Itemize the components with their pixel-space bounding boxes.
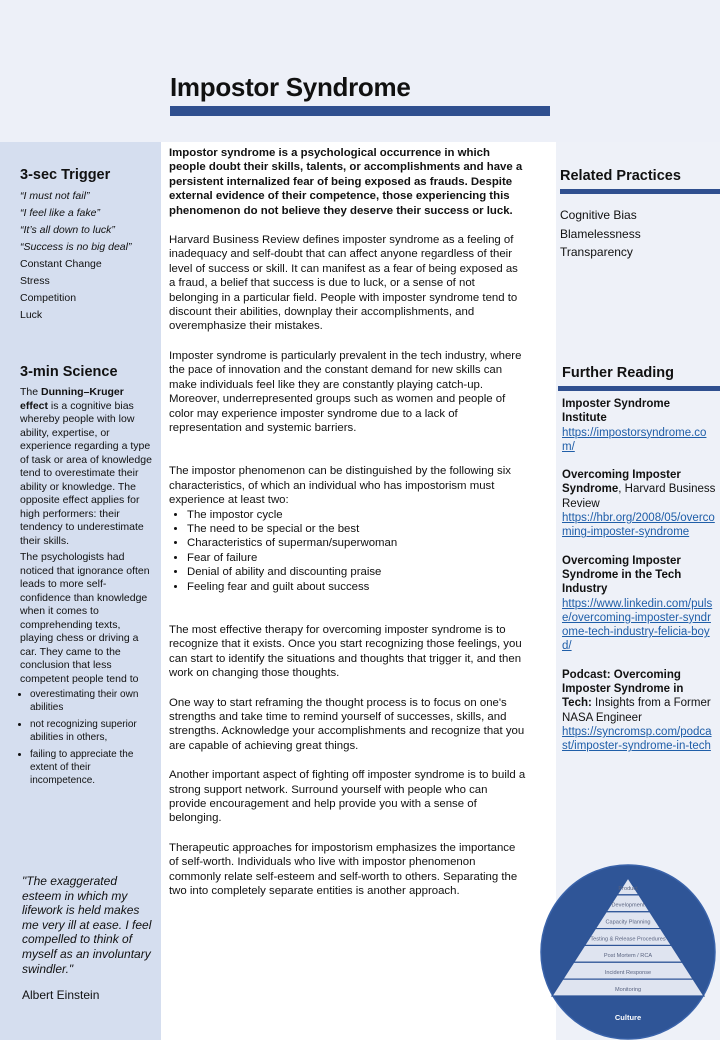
science-prefix: The (20, 386, 42, 398)
culture-pyramid-diagram (539, 864, 719, 1040)
trigger-item: Luck (20, 309, 43, 321)
reading-source: Insights from a Former NASA Engineer (562, 697, 711, 724)
reading-link[interactable]: https://syncromsp.com/podcast/imposter-syndrome-in-tech (562, 725, 712, 753)
trigger-item: Competition (20, 292, 77, 304)
science-paragraph-1 (20, 386, 152, 548)
reading-item (562, 468, 716, 539)
pyramid-layer-label: Product (618, 885, 638, 892)
science-text (20, 386, 152, 792)
trigger-list (20, 188, 155, 324)
trigger-item: “I must not fail” (20, 190, 90, 202)
characteristic-item: • The impostor cycle (187, 508, 527, 522)
reading-title: Overcoming Imposter Syndrome (562, 469, 681, 496)
reading-title: Podcast: Overcoming Imposter Syndrome in Tech: (562, 668, 684, 710)
lead-paragraph: Impostor syndrome is a psychological occurrence in which people doubt their skills, talents, or accomplishments and have a persistent internalized fear of being exposed as frauds. Despite external evidence of their competence, those experiencing this phenomenon do not believe they deserve their success or luck. (169, 147, 523, 217)
science-bullet: • failing to appreciate the extent of their incompetence. (30, 749, 152, 787)
page-title: Impostor Syndrome (170, 72, 411, 102)
related-practices-list (560, 206, 641, 262)
science-rest: is a cognitive bias whereby people with low ability, expertise, or experience regarding a type of task or area of knowledge tend to overestimate their ability or knowledge. The opposite effect applies for high performers: their tendency to underestimate their skills. (20, 399, 152, 547)
quote-author: Albert Einstein (22, 988, 100, 1002)
reading-item (562, 397, 716, 454)
pyramid-layer-label: Monitoring (614, 986, 642, 993)
further-reading-underline (558, 386, 720, 391)
science-heading: 3-min Science (20, 364, 118, 380)
science-bullets (20, 689, 152, 787)
einstein-quote: "The exaggerated esteem in which my lifework is held makes me very ill at ease. I feel compelled to think of myself as an involuntary swindler." (22, 874, 152, 976)
further-reading-list (562, 397, 716, 768)
science-paragraph-2: The psychologists had noticed that ignorance often leads to more self-confidence than knowledge when it comes to comprehending texts, playing chess or driving a car. They came to the conclusion that less competent people tend to (20, 551, 150, 685)
culture-label: Culture (614, 1013, 642, 1022)
reading-link[interactable]: https://hbr.org/2008/05/overcoming-imposter-syndrome (562, 512, 715, 539)
characteristic-item: • Feeling fear and guilt about success (187, 580, 527, 594)
trigger-item: “I feel like a fake” (20, 207, 100, 219)
characteristic-item: • Fear of failure (187, 551, 527, 565)
pyramid-layer-label: Post Mortem / RCA (603, 953, 653, 960)
paragraph-support: Another important aspect of fighting off imposter syndrome is to build a strong support network. Surround yourself with people who can provide encouragement and help provide you with a sense of belonging. (169, 769, 526, 825)
title-underline (170, 106, 550, 116)
reading-item (562, 668, 716, 754)
trigger-heading: 3-sec Trigger (20, 167, 111, 183)
practice-item: Transparency (560, 245, 633, 259)
trigger-item: “Success is no big deal” (20, 241, 132, 253)
pyramid-layer-label: Capacity Planning (605, 919, 651, 926)
paragraph-characteristics: The impostor phenomenon can be distinguished by the following six characteristics, of which an individual who has impostorism must experience at least two: (169, 465, 511, 507)
practice-item: Cognitive Bias (560, 208, 637, 222)
characteristic-item: • Denial of ability and discounting praise (187, 565, 527, 579)
further-reading-heading: Further Reading (562, 365, 674, 381)
trigger-item: Stress (20, 275, 50, 287)
pyramid-layer-label: Incident Response (604, 970, 652, 977)
header-band (0, 0, 720, 142)
paragraph-tech: Imposter syndrome is particularly prevalent in the tech industry, where the pace of innovation and the constant demand for new skills can make individuals feel like they are constantly playing catch-up. Moreover, underrepresented groups such as women and people of color may experience imposter syndrome due to a lack of representation and systemic barriers. (169, 349, 522, 434)
characteristic-item: • The need to be special or the best (187, 522, 527, 536)
science-bullet: • overestimating their own abilities (30, 689, 152, 714)
pyramid-layer-label: Development (611, 902, 645, 909)
paragraph-hbr: Harvard Business Review defines imposter syndrome as a feeling of inadequacy and self-doubt that can affect anyone regardless of their level of success or skill. It can manifest as a fear of being exposed as a fraud, a belief that success is due to luck, or a sense of not belonging in a particular field. People with imposter syndrome tend to discount their abilities, downplay their accomplishments, and overemphasize their mistakes. (169, 234, 518, 333)
reading-title: Imposter Syndrome Institute (562, 398, 670, 425)
characteristic-item: • Characteristics of superman/superwoman (187, 536, 527, 550)
science-bullet: • not recognizing superior abilities in others, (30, 719, 152, 744)
reading-title: Overcoming Imposter Syndrome in the Tech Industry (562, 554, 682, 596)
paragraph-reframing: One way to start reframing the thought process is to focus on one's strengths and take time to remind yourself of successes, skills, and strengths. Acknowledge your accomplishments and recognize that you are capable of achieving great things. (169, 696, 525, 752)
related-practices-heading: Related Practices (560, 168, 681, 184)
pyramid-layer-label: Testing & Release Procedures (590, 936, 666, 943)
practice-item: Blamelessness (560, 226, 641, 241)
reading-source: , Harvard Business Review (562, 483, 716, 510)
main-text (169, 146, 527, 898)
reading-link[interactable]: https://impostorsyndrome.com/ (562, 426, 707, 453)
trigger-item: “It’s all down to luck” (20, 224, 115, 236)
paragraph-self-worth: Therapeutic approaches for impostorism emphasizes the importance of self-worth. Individuals who live with impostor phenomenon commonly relate self-esteem and self-worth to others. Separating the two into completely separate entities is another approach. (169, 841, 518, 898)
characteristics-list (169, 508, 527, 594)
paragraph-therapy: The most effective therapy for overcoming imposter syndrome is to recognize that it exists. Once you start recognizing those feelings, you can start to identify the situations and thoughts that trigger it, and then work on changing those thoughts. (169, 623, 522, 680)
reading-link[interactable]: https://www.linkedin.com/pulse/overcoming-imposter-syndrome-tech-industry-felicia-boyd/ (562, 597, 713, 653)
dunning-kruger-term: Dunning–Kruger effect (20, 386, 124, 412)
trigger-item: Constant Change (20, 258, 102, 270)
reading-item (562, 554, 716, 654)
related-practices-underline (560, 189, 720, 194)
